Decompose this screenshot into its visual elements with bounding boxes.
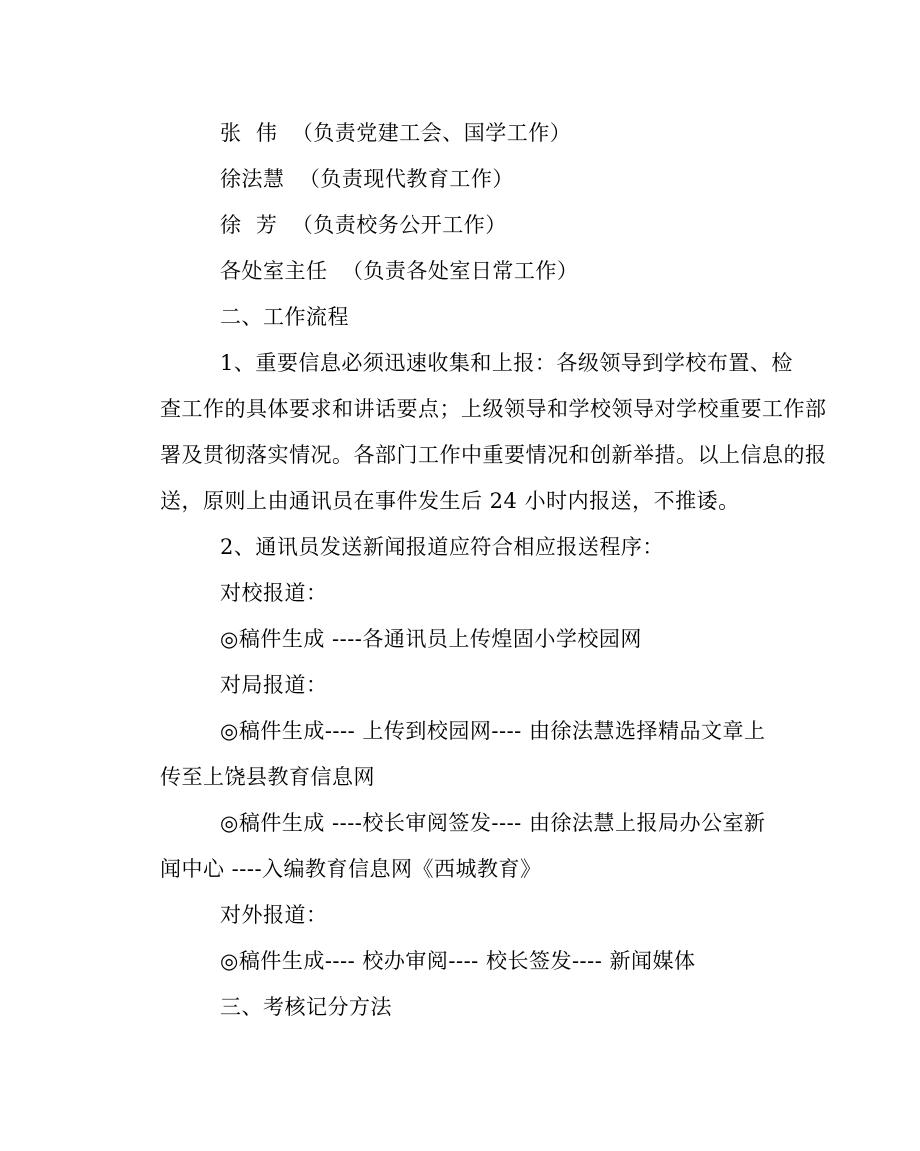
flow-bureau-report-2: [160, 800, 790, 892]
staff-line-office-heads: 各处室主任 （负责各处室日常工作）: [220, 259, 579, 283]
staff-line-zhang-wei: 张 伟 （负责党建工会、国学工作）: [220, 121, 572, 145]
section-heading-scoring: 三、考核记分方法: [220, 995, 392, 1019]
paragraph-line: 送，原则上由通讯员在事件发生后 24 小时内报送，不推诿。: [160, 489, 740, 513]
paragraph-line: 署及贯彻落实情况。各部门工作中重要情况和创新举措。以上信息的报: [160, 443, 827, 467]
flow-bureau-report-1: [160, 708, 790, 800]
label-bureau-report: 对局报道：: [220, 673, 328, 697]
label-school-report: 对校报道：: [220, 581, 328, 605]
document-body: [160, 110, 827, 1030]
paragraph-line: ◎稿件生成---- 上传到校园网---- 由徐法慧选择精品文章上: [220, 719, 766, 743]
flow-school-report: ◎稿件生成 ----各通讯员上传煌固小学校园网: [220, 627, 642, 651]
staff-line-xu-fahui: 徐法慧 （负责现代教育工作）: [220, 167, 514, 191]
staff-line-xu-fang: 徐 芳 （负责校务公开工作）: [220, 213, 507, 237]
paragraph-line: 传至上饶县教育信息网: [160, 765, 375, 789]
label-external-report: 对外报道：: [220, 903, 328, 927]
paragraph-line: 1、重要信息必须迅速收集和上报：各级领导到学校布置、检: [220, 351, 793, 375]
paragraph-line: 查工作的具体要求和讲话要点；上级领导和学校领导对学校重要工作部: [160, 397, 827, 421]
paragraph-line: 闻中心 ----入编教育信息网《西城教育》: [160, 857, 542, 881]
paragraph-news-procedure: 2、通讯员发送新闻报道应符合相应报送程序：: [220, 535, 664, 559]
section-heading-workflow: 二、工作流程: [220, 305, 349, 329]
flow-external-report: ◎稿件生成---- 校办审阅---- 校长签发---- 新闻媒体: [220, 949, 696, 973]
paragraph-line: ◎稿件生成 ----校长审阅签发---- 由徐法慧上报局办公室新: [220, 811, 766, 835]
paragraph-info-reporting: [160, 340, 827, 524]
